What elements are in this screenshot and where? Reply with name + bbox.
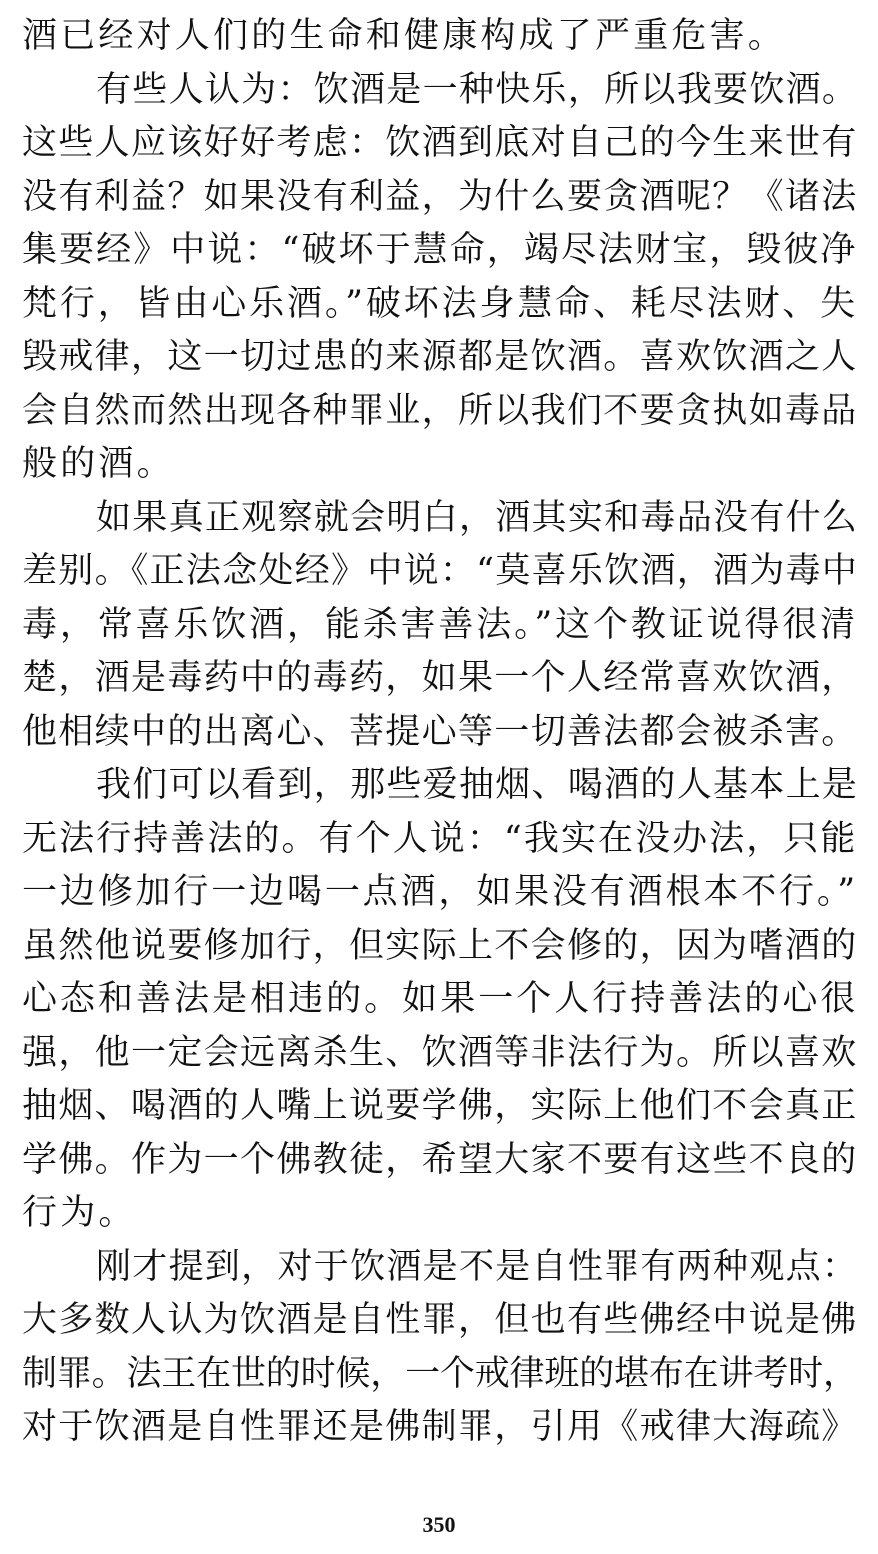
text-line: 心态和善法是相违的。如果一个人行持善法的心很 (22, 979, 859, 1019)
text-line: 差别。《正法念处经》中说：“莫喜乐饮酒，酒为毒中 (22, 551, 859, 591)
text-line: 我们可以看到，那些爱抽烟、喝酒的人基本上是 (96, 765, 859, 805)
text-line: 抽烟、喝酒的人嘴上说要学佛，实际上他们不会真正 (22, 1086, 858, 1126)
text-line: 楚，酒是毒药中的毒药，如果一个人经常喜欢饮酒， (22, 658, 858, 698)
text-line: 会自然而然出现各种罪业，所以我们不要贪执如毒品 (22, 390, 858, 431)
page-body (22, 10, 858, 1455)
text-line: 他相续中的出离心、菩提心等一切善法都会被杀害。 (22, 711, 858, 752)
page-number: 350 (422, 1512, 456, 1537)
text-line: 强，他一定会远离杀生、饮酒等非法行为。所以喜欢 (22, 1032, 858, 1073)
text-line: 毒，常喜乐饮酒，能杀害善法。”这个教证说得很清 (22, 604, 858, 645)
text-line: 大多数人认为饮酒是自性罪，但也有些佛经中说是佛 (22, 1300, 858, 1340)
text-line: 没有利益？如果没有利益，为什么要贪酒呢？《诸法 (22, 176, 858, 217)
text-line: 梵行，皆由心乐酒。”破坏法身慧命、耗尽法财、失 (22, 283, 858, 324)
text-line: 刚才提到，对于饮酒是不是自性罪有两种观点： (96, 1246, 859, 1287)
text-line: 一边修加行一边喝一点酒，如果没有酒根本不行。” (22, 872, 858, 912)
text-line: 行为。 (22, 1193, 137, 1233)
text-line: 集要经》中说：“破坏于慧命，竭尽法财宝，毁彼净 (22, 230, 858, 270)
text-line: 学佛。作为一个佛教徒，希望大家不要有这些不良的 (22, 1139, 858, 1180)
text-line: 有些人认为：饮酒是一种快乐，所以我要饮酒。 (96, 69, 859, 110)
text-line: 酒已经对人们的生命和健康构成了严重危害。 (22, 16, 787, 56)
text-line: 无法行持善法的。有个人说：“我实在没办法，只能 (22, 818, 858, 859)
text-line: 如果真正观察就会明白，酒其实和毒品没有什么 (96, 497, 859, 538)
text-line: 毁戒律，这一切过患的来源都是饮酒。喜欢饮酒之人 (22, 337, 858, 377)
text-line: 制罪。法王在世的时候，一个戒律班的堪布在讲考时， (22, 1353, 858, 1394)
text-line: 对于饮酒是自性罪还是佛制罪，引用《戒律大海疏》 (22, 1407, 858, 1447)
text-line: 般的酒。 (22, 444, 175, 484)
text-line: 虽然他说要修加行，但实际上不会修的，因为嗜酒的 (22, 925, 858, 966)
text-line: 这些人应该好好考虑：饮酒到底对自己的今生来世有 (22, 123, 858, 163)
